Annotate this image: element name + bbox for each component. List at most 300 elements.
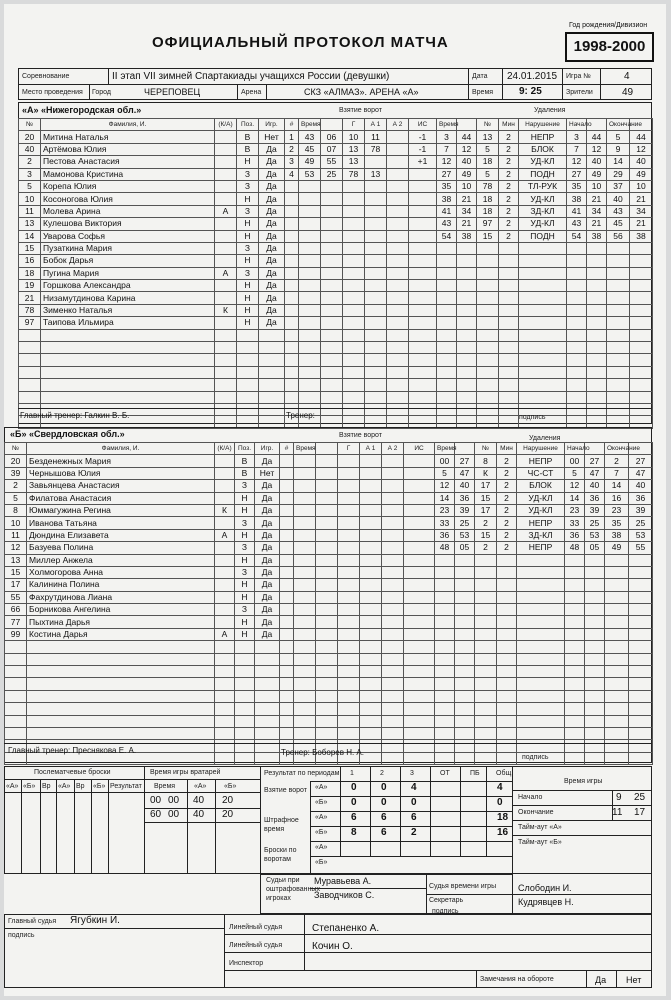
cell-ss — [316, 504, 338, 516]
cell-min: 2 — [497, 455, 517, 467]
cell-es: 39 — [629, 504, 653, 516]
cell-viol — [519, 391, 567, 403]
page-title: ОФИЦИАЛЬНЫЙ ПРОТОКОЛ МАТЧА — [152, 34, 449, 51]
cell-ss2: 21 — [587, 218, 607, 230]
cell-n — [477, 379, 499, 391]
table-row — [280, 480, 435, 492]
shootout-col-header: «А» — [6, 783, 19, 790]
table-row — [437, 218, 653, 230]
cell-es — [629, 678, 653, 690]
cell-g — [338, 727, 360, 739]
table-row — [437, 242, 653, 254]
cell-pos: Н — [237, 156, 259, 168]
cell-name — [27, 715, 215, 727]
cell-n — [19, 391, 41, 403]
cell-name — [41, 329, 215, 341]
cell-mm: 38 — [437, 193, 457, 205]
cell-is: +1 — [409, 156, 437, 168]
cell-mm — [437, 354, 457, 366]
cell-n — [285, 255, 299, 267]
cell-em — [607, 267, 630, 279]
cell-n: 15 — [5, 566, 27, 578]
cell-is — [404, 727, 435, 739]
column-header: Начало — [565, 443, 585, 455]
cell-mm — [299, 180, 321, 192]
spectators-label: Зрители — [566, 89, 593, 96]
cell-n — [477, 255, 499, 267]
cell-es — [630, 366, 653, 378]
table-row — [285, 168, 437, 180]
team-a-goals-title: Взятие ворот — [339, 107, 382, 114]
cell-play: Да — [259, 304, 285, 316]
cell-ss2 — [585, 740, 605, 752]
periods-title: Результат по периодам — [264, 770, 340, 777]
table-row — [5, 566, 280, 578]
cell-em — [605, 752, 629, 764]
cell-n: 5 — [5, 492, 27, 504]
cell-a2 — [387, 168, 409, 180]
cell-play — [255, 715, 280, 727]
table-row — [280, 678, 435, 690]
cell-viol — [517, 554, 565, 566]
cell-g — [338, 517, 360, 529]
cell-ss: 53 — [455, 529, 475, 541]
date-value: 24.01.2015 — [507, 71, 558, 82]
protocol-sheet — [4, 4, 666, 996]
table-row — [5, 666, 280, 678]
cell-pos — [237, 403, 259, 415]
cell-mm — [294, 666, 316, 678]
cell-es — [629, 727, 653, 739]
cell-ka — [215, 230, 237, 242]
cell-ka — [215, 379, 237, 391]
cell-ss: 12 — [457, 143, 477, 155]
cell-em: 43 — [607, 205, 630, 217]
cell-ka — [215, 403, 237, 415]
cell-g — [338, 715, 360, 727]
cell-is — [404, 467, 435, 479]
cell-n: 99 — [5, 628, 27, 640]
cell-is — [404, 517, 435, 529]
cell-n — [285, 230, 299, 242]
cell-n — [285, 354, 299, 366]
cell-es — [630, 304, 653, 316]
cell-min — [497, 715, 517, 727]
cell-a2 — [382, 727, 404, 739]
cell-n — [475, 566, 497, 578]
period-goals_b-value: 0 — [381, 797, 387, 808]
cell-pos — [235, 653, 255, 665]
cell-n — [285, 379, 299, 391]
cell-sm — [565, 566, 585, 578]
cell-es: 53 — [629, 529, 653, 541]
cell-es — [630, 317, 653, 329]
cell-ss: 10 — [457, 180, 477, 192]
cell-sm — [565, 604, 585, 616]
cell-mm: 33 — [435, 517, 455, 529]
table-row — [280, 529, 435, 541]
cell-ss2 — [587, 255, 607, 267]
table-row — [285, 354, 437, 366]
cell-ka — [215, 354, 237, 366]
cell-mm: 00 — [435, 455, 455, 467]
cell-name — [27, 690, 215, 702]
cell-a2 — [382, 591, 404, 603]
cell-min — [497, 641, 517, 653]
team-a-penalties-title: Удаления — [534, 107, 566, 114]
cell-a2 — [382, 579, 404, 591]
cell-es — [630, 391, 653, 403]
cell-ss2: 34 — [587, 205, 607, 217]
cell-ss2: 40 — [587, 156, 607, 168]
cell-n — [19, 329, 41, 341]
cell-mm — [437, 304, 457, 316]
cell-es — [630, 280, 653, 292]
cell-n — [280, 517, 294, 529]
referee-label: Главный судья — [8, 918, 57, 925]
cell-ka — [215, 740, 235, 752]
cell-n — [280, 727, 294, 739]
cell-viol — [519, 354, 567, 366]
table-row — [19, 131, 285, 143]
cell-a2 — [387, 131, 409, 143]
table-row — [437, 156, 653, 168]
table-row — [437, 317, 653, 329]
cell-sm — [565, 579, 585, 591]
cell-pos: Н — [235, 628, 255, 640]
timekeeper-name: Слободин И. — [518, 883, 572, 893]
cell-ss — [316, 678, 338, 690]
cell-n — [475, 554, 497, 566]
cell-n — [19, 354, 41, 366]
cell-sm — [565, 703, 585, 715]
shootout-col-header: Результат — [110, 783, 142, 790]
cell-g — [343, 280, 365, 292]
cell-ss — [457, 292, 477, 304]
cell-play: Да — [259, 230, 285, 242]
cell-ss: 36 — [455, 492, 475, 504]
cell-min: 2 — [499, 156, 519, 168]
cell-a1 — [365, 379, 387, 391]
cell-min — [497, 727, 517, 739]
cell-name: Косоногова Юлия — [41, 193, 215, 205]
table-row — [285, 242, 437, 254]
cell-a1 — [360, 628, 382, 640]
table-row — [435, 715, 653, 727]
cell-sm — [567, 366, 587, 378]
cell-ss — [321, 354, 343, 366]
cell-mm — [299, 255, 321, 267]
cell-mm — [294, 579, 316, 591]
cell-ss2 — [585, 715, 605, 727]
table-row — [435, 653, 653, 665]
cell-mm — [437, 292, 457, 304]
cell-is — [404, 542, 435, 554]
cell-g — [338, 641, 360, 653]
cell-es: 36 — [629, 492, 653, 504]
cell-n — [475, 752, 497, 764]
table-row — [435, 566, 653, 578]
cell-ss2 — [587, 403, 607, 415]
cell-a1 — [365, 255, 387, 267]
cell-n — [475, 727, 497, 739]
team-b-trainer: Тренер: Боборев Н. А. — [281, 748, 364, 757]
cell-pos: З — [235, 480, 255, 492]
cell-play: Да — [259, 267, 285, 279]
cell-g — [338, 480, 360, 492]
table-row — [435, 616, 653, 628]
cell-pos: З — [237, 205, 259, 217]
column-header: А 1 — [360, 443, 382, 455]
table-row — [437, 292, 653, 304]
table-row — [280, 517, 435, 529]
cell-play: Да — [259, 280, 285, 292]
cell-ss — [316, 492, 338, 504]
cell-n — [285, 292, 299, 304]
cell-name: Низамутдинова Карина — [41, 292, 215, 304]
cell-em: 35 — [605, 517, 629, 529]
table-row — [437, 379, 653, 391]
cell-sm — [565, 678, 585, 690]
cell-name — [41, 379, 215, 391]
cell-ss — [321, 403, 343, 415]
cell-es — [629, 740, 653, 752]
cell-play: Да — [259, 156, 285, 168]
table-row — [19, 156, 285, 168]
cell-em — [607, 329, 630, 341]
table-row — [19, 193, 285, 205]
cell-sm — [565, 628, 585, 640]
cell-ss — [316, 579, 338, 591]
cell-name — [27, 678, 215, 690]
cell-n — [477, 292, 499, 304]
cell-n — [477, 317, 499, 329]
cell-ss — [457, 366, 477, 378]
table-row — [5, 715, 280, 727]
cell-viol: ЗД-КЛ — [519, 205, 567, 217]
cell-min — [497, 703, 517, 715]
cell-viol: УД-КЛ — [519, 193, 567, 205]
cell-a1 — [360, 455, 382, 467]
cell-sm: 54 — [567, 230, 587, 242]
cell-mm — [294, 715, 316, 727]
cell-ka — [215, 591, 235, 603]
cell-n — [280, 529, 294, 541]
cell-mm — [435, 703, 455, 715]
cell-pos: З — [235, 517, 255, 529]
cell-pos — [235, 703, 255, 715]
cell-viol: ЧС-СТ — [517, 467, 565, 479]
cell-sm — [567, 379, 587, 391]
cell-n — [280, 604, 294, 616]
cell-ss2: 10 — [587, 180, 607, 192]
goalie-time-col-a: «А» — [194, 783, 207, 790]
column-header: Игр. — [255, 443, 280, 455]
cell-play: Да — [255, 504, 280, 516]
cell-ss2: 47 — [585, 467, 605, 479]
cell-n — [280, 653, 294, 665]
cell-n — [475, 604, 497, 616]
cell-em — [607, 391, 630, 403]
cell-a1 — [360, 517, 382, 529]
cell-a2 — [382, 455, 404, 467]
cell-g — [343, 180, 365, 192]
cell-viol — [517, 604, 565, 616]
goalie-time-t2: 00 — [168, 795, 180, 806]
cell-ka: А — [215, 205, 237, 217]
cell-n — [475, 678, 497, 690]
cell-pos — [237, 329, 259, 341]
table-row — [285, 143, 437, 155]
cell-a1 — [365, 354, 387, 366]
cell-n — [285, 317, 299, 329]
cell-ka — [215, 391, 237, 403]
cell-em: 40 — [607, 193, 630, 205]
cell-ka — [215, 366, 237, 378]
cell-g — [343, 366, 365, 378]
table-row — [19, 354, 285, 366]
cell-ss — [321, 242, 343, 254]
shootout-title: Послематчевые броски — [34, 769, 111, 776]
cell-viol: НЕПР — [517, 455, 565, 467]
cell-sm — [567, 403, 587, 415]
cell-es: 49 — [630, 168, 653, 180]
cell-a2 — [387, 255, 409, 267]
cell-ss: 49 — [457, 168, 477, 180]
table-row — [19, 292, 285, 304]
cell-viol: ПОДН — [519, 230, 567, 242]
penalty-judge-1: Муравьева А. — [314, 876, 372, 886]
cell-ka — [215, 666, 235, 678]
table-row — [5, 455, 280, 467]
goalie-time-t1: 00 — [150, 795, 162, 806]
cell-pos: З — [235, 542, 255, 554]
column-header: ИС — [404, 443, 435, 455]
cell-n — [280, 504, 294, 516]
cell-a1: 78 — [365, 143, 387, 155]
cell-ss2: 05 — [585, 542, 605, 554]
cell-ss — [455, 666, 475, 678]
timekeeper-label: Судья времени игры — [429, 883, 497, 890]
cell-is — [409, 218, 437, 230]
cell-pos: З — [235, 604, 255, 616]
cell-min: 2 — [499, 193, 519, 205]
cell-n: 17 — [5, 579, 27, 591]
cell-viol — [517, 690, 565, 702]
cell-pos: Н — [237, 317, 259, 329]
period-col-header: ПБ — [470, 770, 480, 777]
cell-es — [630, 242, 653, 254]
cell-pos — [237, 366, 259, 378]
shootout-col-header: Вр — [76, 783, 85, 790]
time-label: Время — [472, 89, 494, 96]
cell-mm — [437, 242, 457, 254]
cell-name: Холмогорова Анна — [27, 566, 215, 578]
cell-em — [607, 255, 630, 267]
date-label: Дата — [472, 73, 488, 80]
cell-ss2: 38 — [587, 230, 607, 242]
table-row — [437, 329, 653, 341]
timeout-b-label: Тайм-аут «Б» — [518, 839, 562, 846]
cell-viol — [519, 366, 567, 378]
cell-ss — [321, 317, 343, 329]
cell-play: Нет — [255, 467, 280, 479]
cell-pos — [237, 379, 259, 391]
table-row — [435, 504, 653, 516]
period-pim_a-value: 18 — [497, 812, 509, 823]
cell-n — [285, 391, 299, 403]
column-header: Время — [299, 119, 321, 131]
table-row — [437, 354, 653, 366]
period-col-header: ОТ — [440, 770, 450, 777]
cell-n: 15 — [475, 529, 497, 541]
cell-viol — [517, 653, 565, 665]
cell-sm: 14 — [565, 492, 585, 504]
table-row — [437, 304, 653, 316]
linesman-2-name: Кочин О. — [312, 941, 353, 952]
cell-ss — [316, 727, 338, 739]
table-row — [280, 492, 435, 504]
table-row — [435, 542, 653, 554]
table-row — [19, 391, 285, 403]
cell-ka — [215, 467, 235, 479]
cell-min: 2 — [499, 230, 519, 242]
cell-name: Фахрутдинова Лиана — [27, 591, 215, 603]
cell-name: Филатова Анастасия — [27, 492, 215, 504]
cell-viol: НЕПР — [517, 542, 565, 554]
column-header: Поз. — [237, 119, 259, 131]
cell-min — [499, 304, 519, 316]
cell-play — [255, 703, 280, 715]
team-b-title: «Б» «Свердловская обл.» — [10, 429, 125, 439]
cell-name: Базуева Полина — [27, 542, 215, 554]
cell-n: 15 — [475, 492, 497, 504]
cell-ss — [455, 727, 475, 739]
cell-g — [343, 317, 365, 329]
cell-play: Да — [259, 168, 285, 180]
cell-sm: 12 — [567, 156, 587, 168]
cell-ss: 39 — [455, 504, 475, 516]
team-b-penalties-title: Удаления — [529, 435, 561, 442]
cell-mm — [294, 566, 316, 578]
inspector-label: Инспектор — [229, 960, 264, 967]
cell-n — [19, 379, 41, 391]
cell-n: 2 — [5, 480, 27, 492]
cell-ss — [321, 255, 343, 267]
cell-ss2 — [585, 703, 605, 715]
cell-em — [605, 666, 629, 678]
cell-ka — [215, 641, 235, 653]
table-row — [435, 703, 653, 715]
cell-name — [41, 354, 215, 366]
cell-mm — [294, 467, 316, 479]
cell-sm — [565, 752, 585, 764]
cell-a2 — [382, 715, 404, 727]
cell-em: 2 — [605, 455, 629, 467]
cell-mm — [435, 616, 455, 628]
cell-n: 17 — [475, 480, 497, 492]
cell-name: Кулешова Виктория — [41, 218, 215, 230]
cell-es — [630, 354, 653, 366]
cell-is — [409, 304, 437, 316]
cell-n — [477, 354, 499, 366]
cell-pos: З — [237, 267, 259, 279]
cell-ss — [455, 653, 475, 665]
cell-g — [338, 455, 360, 467]
linesman-1-name: Степаненко А. — [312, 923, 380, 934]
cell-viol — [519, 304, 567, 316]
cell-play: Да — [255, 529, 280, 541]
